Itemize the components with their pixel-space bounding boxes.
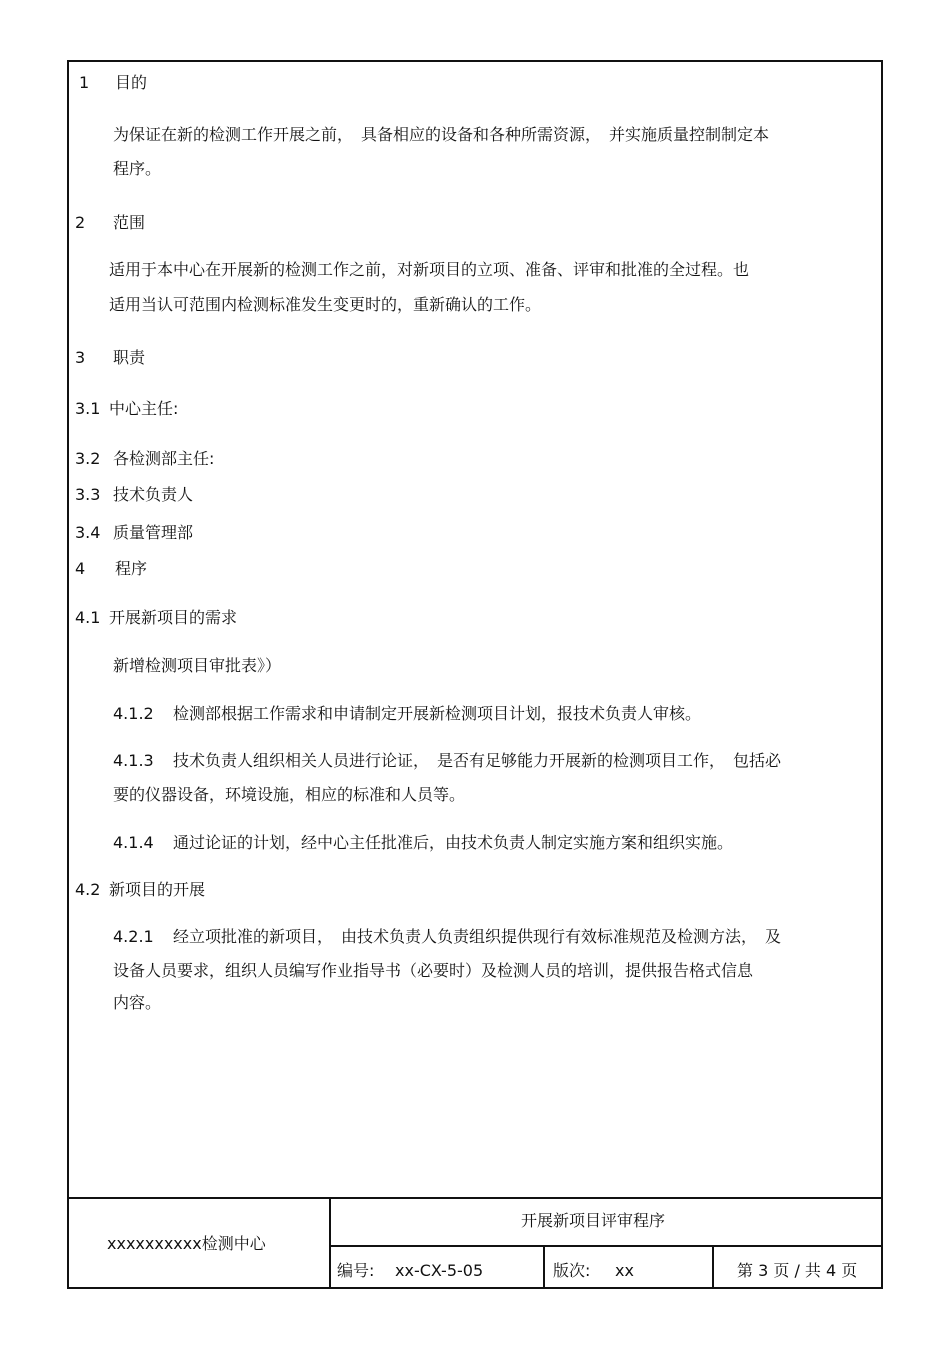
document-code-value: xx-CX-5-05 [395,1261,484,1280]
footer-edition-cell [545,1247,714,1289]
section-2-number: 2 [75,213,86,232]
para-4-1-3-line2: 要的仪器设备，环境设施，相应的标准和人员等。 [113,785,466,804]
item-3-3-text: 技术负责人 [113,485,194,504]
section-1-title: 目的 [115,73,148,92]
section-3-title: 职责 [113,348,146,367]
organization-name: xxxxxxxxxx检测中心 [107,1234,266,1253]
document-code-label: 编号: [337,1261,375,1280]
footer-code-cell [331,1247,545,1289]
para-4-2-1-line1: 经立项批准的新项目， 由技术负责人负责组织提供现行有效标准规范及检测方法， 及 [173,927,782,946]
para-4-2-1-line2: 设备人员要求，组织人员编写作业指导书（必要时）及检测人员的培训，提供报告格式信息 [113,961,754,980]
subsection-4-1-title: 开展新项目的需求 [109,608,238,627]
para-4-1-2-number: 4.1.2 [113,704,154,723]
subsection-4-1-number: 4.1 [75,608,101,627]
document-frame [67,60,883,1289]
item-3-3-number: 3.3 [75,485,101,504]
section-2-title: 范围 [113,213,146,232]
item-3-1-number: 3.1 [75,399,101,418]
para-4-1-4-number: 4.1.4 [113,833,154,852]
para-4-1-3-number: 4.1.3 [113,751,154,770]
para-4-2-1-number: 4.2.1 [113,927,154,946]
item-3-1-text: 中心主任: [109,399,179,418]
item-3-2-text: 各检测部主任: [113,449,215,468]
edition-value: xx [615,1261,634,1280]
item-3-2-number: 3.2 [75,449,101,468]
footer-page-cell [714,1247,881,1289]
section-1-body-line1: 为保证在新的检测工作开展之前， 具备相应的设备和各种所需资源， 并实施质量控制制定本 [113,125,770,144]
footer-org-cell [69,1199,331,1289]
section-1-body-line2: 程序。 [113,159,162,178]
page-number: 第 3 页 / 共 4 页 [737,1261,858,1280]
subsection-4-2-title: 新项目的开展 [109,880,206,899]
footer-title-cell [331,1199,881,1247]
para-4-1-2-text: 检测部根据工作需求和申请制定开展新检测项目计划，报技术负责人审核。 [173,704,702,723]
item-3-4-text: 质量管理部 [113,523,194,542]
para-4-1-3-line1: 技术负责人组织相关人员进行论证， 是否有足够能力开展新的检测项目工作， 包括必 [173,751,782,770]
section-4-title: 程序 [115,559,148,578]
subsection-4-2-number: 4.2 [75,880,101,899]
item-3-4-number: 3.4 [75,523,101,542]
document-footer-table [69,1197,881,1289]
section-4-number: 4 [75,559,86,578]
section-2-body-line1: 适用于本中心在开展新的检测工作之前，对新项目的立项、准备、评审和批准的全过程。也 [109,260,750,279]
section-2-body-line2: 适用当认可范围内检测标准发生变更时的，重新确认的工作。 [109,295,542,314]
edition-label: 版次: [553,1261,591,1280]
para-4-1-4-text: 通过论证的计划，经中心主任批准后，由技术负责人制定实施方案和组织实施。 [173,833,734,852]
document-title: 开展新项目评审程序 [521,1211,666,1230]
section-1-number: 1 [79,73,90,92]
subsection-4-1-fragment: 新增检测项目审批表》） [113,656,282,675]
para-4-2-1-line3: 内容。 [113,993,162,1012]
section-3-number: 3 [75,348,86,367]
